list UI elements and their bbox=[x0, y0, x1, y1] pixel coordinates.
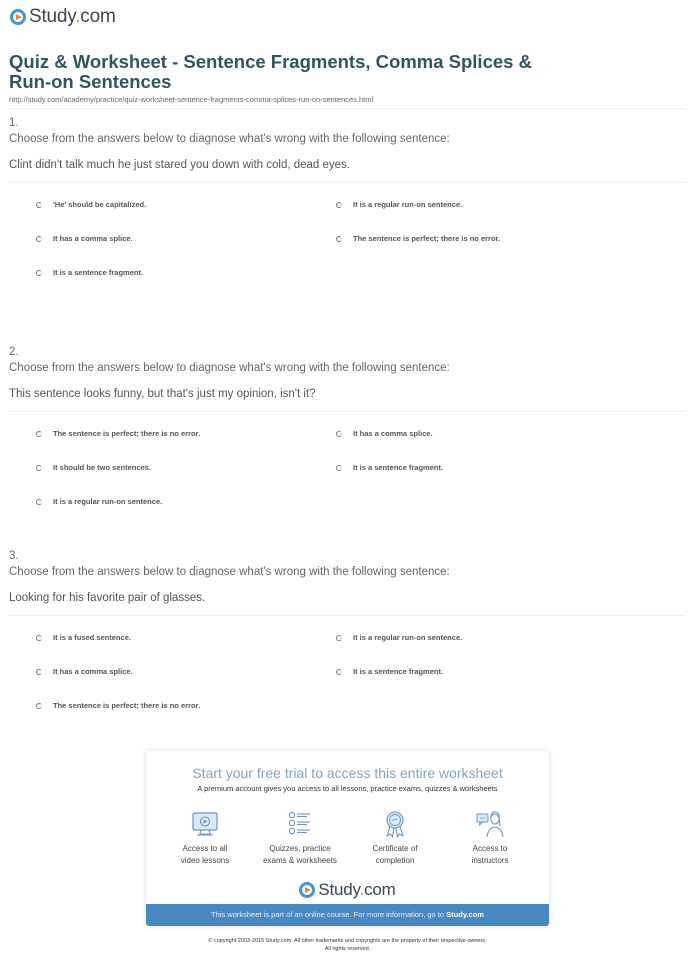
question-sentence: Clint didn't talk much he just stared you down with cold, dead eyes. bbox=[9, 159, 350, 171]
radio-icon[interactable] bbox=[336, 202, 342, 208]
question-sentence: This sentence looks funny, but that's just my opinion, isn't it? bbox=[9, 388, 316, 400]
study-logo[interactable] bbox=[10, 6, 116, 28]
radio-icon[interactable] bbox=[36, 669, 42, 675]
quiz-list-icon bbox=[285, 809, 315, 839]
answer-option[interactable]: It is a regular run-on sentence. bbox=[336, 633, 462, 642]
answer-option[interactable]: The sentence is perfect; there is no error. bbox=[336, 234, 500, 243]
answer-option[interactable]: It has a comma splice. bbox=[36, 234, 133, 243]
question-prompt: Choose from the answers below to diagnose what's wrong with the following sentence: bbox=[9, 133, 450, 145]
radio-icon[interactable] bbox=[336, 465, 342, 471]
divider bbox=[9, 108, 686, 109]
radio-icon[interactable] bbox=[36, 270, 42, 276]
logo-text: Study.com bbox=[29, 6, 116, 27]
radio-icon[interactable] bbox=[36, 202, 42, 208]
free-trial-promo[interactable] bbox=[146, 751, 549, 926]
promo-subtitle: A premium account gives you access to all lessons, practice exams, quizzes & worksheets bbox=[197, 784, 498, 793]
radio-icon[interactable] bbox=[36, 236, 42, 242]
feature-label: Quizzes, practice exams & worksheets bbox=[263, 844, 337, 865]
answer-option[interactable]: It is a sentence fragment. bbox=[336, 463, 443, 472]
radio-icon[interactable] bbox=[36, 465, 42, 471]
feature-certificate bbox=[345, 809, 445, 867]
question-prompt: Choose from the answers below to diagnose what's wrong with the following sentence: bbox=[9, 362, 450, 374]
answer-option[interactable]: It is a fused sentence. bbox=[36, 633, 131, 642]
radio-icon[interactable] bbox=[36, 635, 42, 641]
study-link[interactable]: Study.com bbox=[446, 910, 484, 919]
radio-icon[interactable] bbox=[36, 703, 42, 709]
play-logo-icon bbox=[299, 882, 315, 898]
answer-list bbox=[9, 412, 686, 516]
question-1 bbox=[9, 116, 686, 287]
answer-option[interactable]: It should be two sentences. bbox=[36, 463, 151, 472]
answer-option[interactable]: 'He' should be capitalized. bbox=[36, 200, 146, 209]
answer-list bbox=[9, 183, 686, 287]
page-title: Quiz & Worksheet - Sentence Fragments, Comma Splices & Run-on Sentences bbox=[9, 51, 532, 92]
answer-option[interactable]: The sentence is perfect; there is no error. bbox=[36, 429, 200, 438]
feature-label: Access to instructors bbox=[471, 844, 509, 865]
question-number: 1. bbox=[9, 117, 19, 129]
radio-icon[interactable] bbox=[336, 236, 342, 242]
course-info-bar[interactable]: This worksheet is part of an online course. For more information, go to Study.com bbox=[146, 904, 549, 926]
radio-icon[interactable] bbox=[336, 635, 342, 641]
answer-option[interactable]: It is a regular run-on sentence. bbox=[336, 200, 462, 209]
copyright-notice: © copyright 2003-2015 Study.com. All other trademarks and copyrights are the property of their respective owners. All rights reserved. bbox=[208, 938, 487, 952]
feature-quizzes bbox=[250, 809, 350, 867]
question-2 bbox=[9, 345, 686, 516]
radio-icon[interactable] bbox=[336, 431, 342, 437]
logo-text: Study.com bbox=[318, 880, 396, 899]
radio-icon[interactable] bbox=[36, 499, 42, 505]
instructor-icon bbox=[475, 809, 505, 839]
play-logo-icon bbox=[10, 9, 26, 25]
answer-option[interactable]: It is a sentence fragment. bbox=[336, 667, 443, 676]
promo-study-logo[interactable] bbox=[146, 880, 549, 900]
answer-option[interactable]: It is a sentence fragment. bbox=[36, 268, 143, 277]
answer-option[interactable]: It has a comma splice. bbox=[36, 667, 133, 676]
radio-icon[interactable] bbox=[36, 431, 42, 437]
question-3 bbox=[9, 549, 686, 720]
answer-option[interactable]: The sentence is perfect; there is no error. bbox=[36, 701, 200, 710]
radio-icon[interactable] bbox=[336, 669, 342, 675]
question-prompt: Choose from the answers below to diagnose what's wrong with the following sentence: bbox=[9, 566, 450, 578]
feature-label: Access to all video lessons bbox=[180, 844, 230, 865]
answer-option[interactable]: It has a comma splice. bbox=[336, 429, 433, 438]
feature-video-lessons bbox=[155, 809, 255, 867]
question-number: 3. bbox=[9, 550, 19, 562]
video-lesson-icon bbox=[190, 809, 220, 839]
page-url[interactable]: http://study.com/academy/practice/quiz-worksheet-sentence-fragments-comma-splices-run-on-sentences.html bbox=[9, 95, 374, 104]
feature-instructors bbox=[440, 809, 540, 867]
answer-list bbox=[9, 616, 686, 720]
feature-label: Certificate of completion bbox=[372, 844, 418, 865]
answer-option[interactable]: It is a regular run-on sentence. bbox=[36, 497, 162, 506]
promo-title[interactable]: Start your free trial to access this entire worksheet bbox=[192, 765, 503, 781]
question-number: 2. bbox=[9, 346, 19, 358]
question-sentence: Looking for his favorite pair of glasses. bbox=[9, 592, 206, 604]
certificate-icon bbox=[380, 809, 410, 839]
